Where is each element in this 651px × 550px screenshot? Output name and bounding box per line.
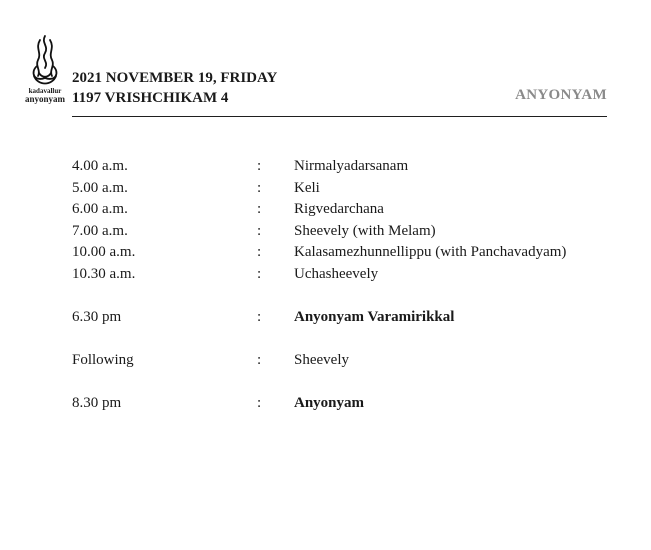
anyonyam-logo [20, 34, 70, 106]
schedule-event: Sheevely [294, 351, 349, 368]
logo-title: anyonyam [24, 94, 65, 104]
schedule-separator: : [257, 179, 262, 196]
schedule-row [72, 352, 612, 374]
schedule-time: 5.00 a.m. [72, 179, 128, 196]
schedule-event: Nirmalyadarsanam [294, 158, 409, 174]
schedule-event: Keli [294, 179, 320, 196]
schedule-time: 6.30 pm [72, 308, 122, 325]
schedule-row [72, 158, 612, 180]
header-divider [72, 116, 607, 117]
schedule-time: 6.00 a.m. [72, 201, 128, 217]
schedule-event: Rigvedarchana [294, 201, 384, 217]
schedule-row [72, 309, 612, 331]
flame-lamp-icon [28, 34, 62, 88]
schedule-time: 10.00 a.m. [72, 244, 136, 260]
gregorian-date: 2021 NOVEMBER 19, FRIDAY [72, 70, 278, 86]
schedule-event: Uchasheevely [294, 265, 379, 282]
schedule-row [72, 244, 612, 266]
schedule-row [72, 223, 612, 245]
schedule-row [72, 201, 612, 223]
schedule-event: Sheevely (with Melam) [294, 222, 436, 239]
schedule-time: Following [72, 351, 134, 368]
schedule-time: 7.00 a.m. [72, 222, 128, 239]
schedule-separator: : [257, 394, 262, 411]
schedule-separator: : [257, 158, 262, 174]
schedule-row [72, 180, 612, 202]
schedule-time: 10.30 a.m. [72, 265, 136, 282]
schedule-row [72, 395, 612, 417]
schedule-separator: : [257, 201, 262, 217]
schedule-time: 8.30 pm [72, 394, 122, 411]
schedule-event: Anyonyam [294, 394, 365, 411]
schedule-list [72, 158, 612, 416]
schedule-separator: : [257, 222, 262, 239]
schedule-event: Kalasamezhunnellippu (with Panchavadyam) [294, 244, 567, 260]
schedule-event: Anyonyam Varamirikkal [294, 308, 455, 325]
schedule-time: 4.00 a.m. [72, 158, 128, 174]
schedule-separator: : [257, 351, 262, 368]
brand-name: ANYONYAM [515, 87, 607, 103]
schedule-separator: : [257, 244, 262, 260]
malayalam-date: 1197 VRISHCHIKAM 4 [72, 90, 229, 106]
schedule-row [72, 266, 612, 288]
logo-subtitle: kadavallur [28, 87, 62, 95]
schedule-separator: : [257, 265, 262, 282]
schedule-separator: : [257, 308, 262, 325]
